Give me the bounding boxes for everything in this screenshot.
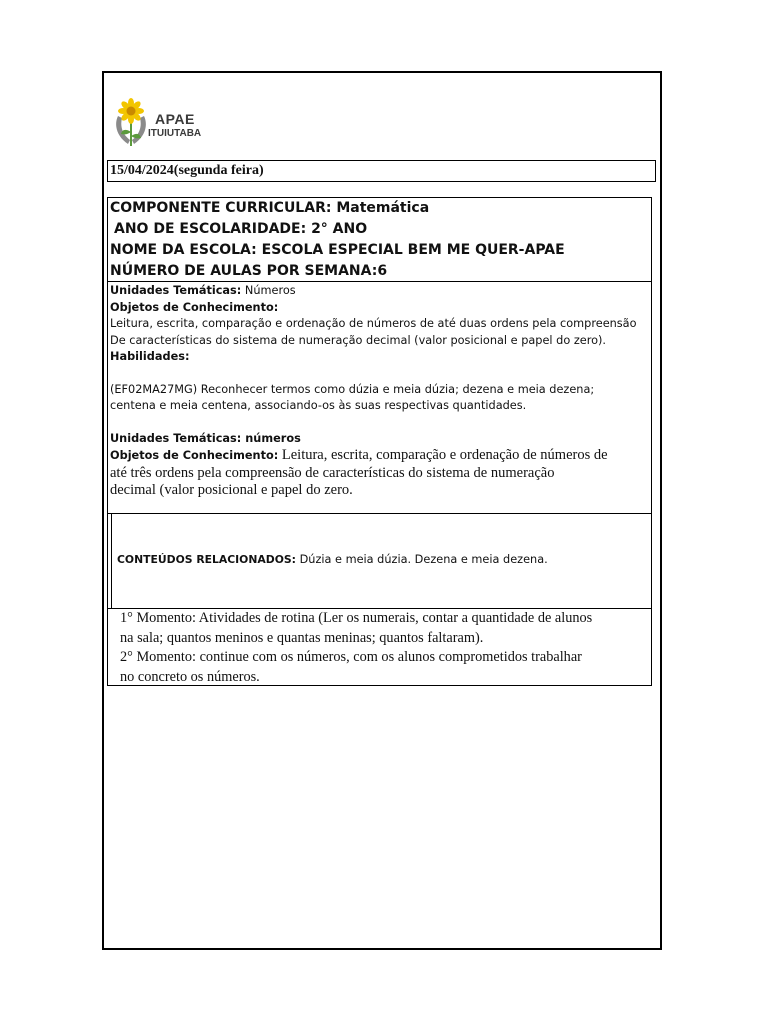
moment1-line1: 1° Momento: Atividades de rotina (Ler os numerais, contar a quantidade de alunos: [120, 610, 593, 626]
date-line: 15/04/2024(segunda feira): [107, 160, 656, 182]
related-content-box: [107, 513, 652, 609]
skills-line2: centena e meia centena, associando-os às suas respectivas quantidades.: [110, 399, 527, 412]
moment2-line2: no concreto os números.: [120, 668, 260, 685]
objects2-label: Objetos de Conhecimento:: [110, 449, 279, 462]
unit1-line: [110, 283, 651, 300]
objects2-line3: decimal (valor posicional e papel do zero.: [110, 481, 353, 498]
school-year: ANO DE ESCOLARIDADE: 2° ANO: [114, 221, 368, 237]
moment2-line1: 2° Momento: continue com os números, com os alunos comprometidos trabalhar: [120, 649, 582, 665]
objects2-line2: até três ordens pela compreensão de características do sistema de numeração: [110, 464, 555, 481]
related-value: Dúzia e meia dúzia. Dezena e meia dezena.: [296, 553, 548, 566]
objects2-line1: [110, 447, 651, 465]
moments-box: [107, 608, 652, 686]
objects1-line1: Leitura, escrita, comparação e ordenação de números de até duas ordens pela compreensão: [110, 317, 637, 330]
apae-logo: [112, 96, 202, 152]
objects1-line2: De características do sistema de numeração decimal (valor posicional e papel do zero).: [110, 333, 607, 347]
skills-label: Habilidades:: [110, 350, 190, 363]
unit1-value: Números: [241, 284, 296, 297]
lessons-per-week: NÚMERO DE AULAS POR SEMANA:6: [110, 263, 388, 279]
logo-name: APAE: [155, 111, 195, 127]
unit2-label: Unidades Temáticas: números: [110, 431, 301, 445]
related-label: CONTEÚDOS RELACIONADOS:: [117, 553, 296, 566]
school-name: NOME DA ESCOLA: ESCOLA ESPECIAL BEM ME QUER-APAE: [110, 242, 565, 258]
logo-city: ITUIUTABA: [148, 128, 202, 139]
objects2-text1: Leitura, escrita, comparação e ordenação de números de: [278, 447, 608, 463]
unit1-label: Unidades Temáticas:: [110, 284, 242, 297]
related-content: [117, 553, 548, 566]
sunflower-hands-icon: [112, 96, 152, 152]
curricular-component: COMPONENTE CURRICULAR: Matemática: [110, 200, 430, 216]
moment1-line2: na sala; quantos meninos e quantas meninas; quantos faltaram).: [120, 629, 484, 646]
objects1-label: Objetos de Conhecimento:: [110, 300, 279, 314]
header-block: [107, 197, 652, 281]
content-block: [107, 281, 652, 514]
skills-line1: (EF02MA27MG) Reconhecer termos como dúzia e meia dúzia; dezena e meia dezena;: [110, 382, 595, 396]
